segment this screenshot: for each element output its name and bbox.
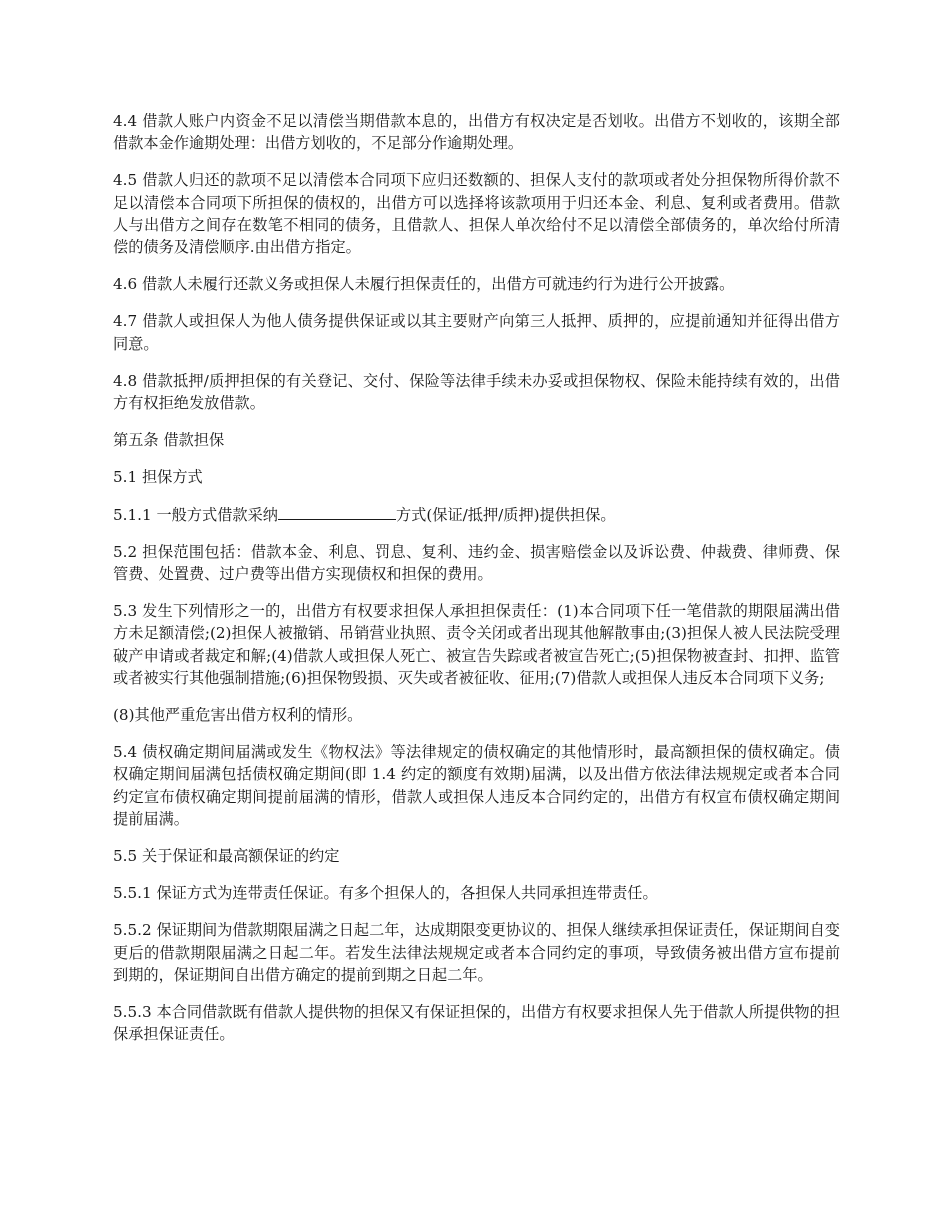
clause-5-5-3: 5.5.3 本合同借款既有借款人提供物的担保又有保证担保的，出借方有权要求担保人先于借款人所提供物的担保承担保证责任。 bbox=[113, 1003, 840, 1044]
clause-5-1-1 bbox=[113, 504, 840, 526]
clause-5-2: 5.2 担保范围包括：借款本金、利息、罚息、复利、违约金、损害赔偿金以及诉讼费、仲裁费、律师费、保管费、处置费、过户费等出借方实现债权和担保的费用。 bbox=[113, 542, 840, 584]
clause-5-5-heading: 5.5 关于保证和最高额保证的约定 bbox=[113, 847, 340, 866]
clause-4-5: 4.5 借款人归还的款项不足以清偿本合同项下应归还数额的、担保人支付的款项或者处分担保物所得价款不足以清偿本合同项下所担保的债权的，出借方可以选择将该款项用于归还本金、利息、复利或者费用。借款人与出借方之间存在数笔不相同的债务，且借款人、担保人单次给付不足以清偿全部债务的，单次给付所清偿的债务及清偿顺序.由出借方指定。 bbox=[113, 171, 840, 257]
fill-in-blank[interactable] bbox=[278, 505, 396, 520]
clause-5-3-item-8: (8)其他严重危害出借方权利的情形。 bbox=[113, 706, 363, 725]
clause-5-5-2: 5.5.2 保证期间为借款期限届满之日起二年，达成期限变更协议的、担保人继续承担保证责任，保证期间自变更后的借款期限届满之日起二年。若发生法律法规规定或者本合同约定的事项，导致债务被出借方宣布提前到期的，保证期间自出借方确定的提前到期之日起二年。 bbox=[113, 921, 840, 984]
clause-4-4: 4.4 借款人账户内资金不足以清偿当期借款本息的，出借方有权决定是否划收。出借方不划收的，该期全部借款本金作逾期处理：出借方划收的，不足部分作逾期处理。 bbox=[113, 112, 840, 153]
clause-5-1-heading: 5.1 担保方式 bbox=[113, 468, 203, 487]
clause-5-1-1-before: 5.1.1 一般方式借款采纳 bbox=[113, 505, 278, 524]
clause-4-8: 4.8 借款抵押/质押担保的有关登记、交付、保险等法律手续未办妥或担保物权、保险未能持续有效的，出借方有权拒绝发放借款。 bbox=[113, 371, 840, 413]
clause-4-6: 4.6 借款人未履行还款义务或担保人未履行担保责任的，出借方可就违约行为进行公开披露。 bbox=[113, 275, 735, 294]
clause-5-5-1: 5.5.1 保证方式为连带责任保证。有多个担保人的，各担保人共同承担连带责任。 bbox=[113, 884, 658, 903]
document-page bbox=[113, 110, 840, 1061]
clause-5-4: 5.4 债权确定期间届满或发生《物权法》等法律规定的债权确定的其他情形时，最高额担保的债权确定。债权确定期间届满包括债权确定期间(即 1.4 约定的额度有效期)届满，以及出借方依法律法规规定或者本合同约定宣布债权确定期间提前届满的情形，借款人或担保人违反本合同约定的，出借方有权宣布债权确定期间提前届满。 bbox=[113, 743, 840, 828]
clause-5-3: 5.3 发生下列情形之一的，出借方有权要求担保人承担担保责任：(1)本合同项下任一笔借款的期限届满出借方未足额清偿;(2)担保人被撤销、吊销营业执照、责令关闭或者出现其他解散事由;(3)担保人被人民法院受理破产申请或者裁定和解;(4)借款人或担保人死亡、被宣告失踪或者被宣告死亡;(5)担保物被查封、扣押、监管或者被实行其他强制措施;(6)担保物毁损、灭失或者被征收、征用;(7)借款人或担保人违反本合同项下义务; bbox=[113, 602, 840, 687]
article-5-heading: 第五条 借款担保 bbox=[113, 431, 225, 450]
clause-4-7: 4.7 借款人或担保人为他人债务提供保证或以其主要财产向第三人抵押、质押的，应提前通知并征得出借方同意。 bbox=[113, 312, 840, 353]
clause-5-1-1-after: 方式(保证/抵押/质押)提供担保。 bbox=[395, 505, 616, 524]
